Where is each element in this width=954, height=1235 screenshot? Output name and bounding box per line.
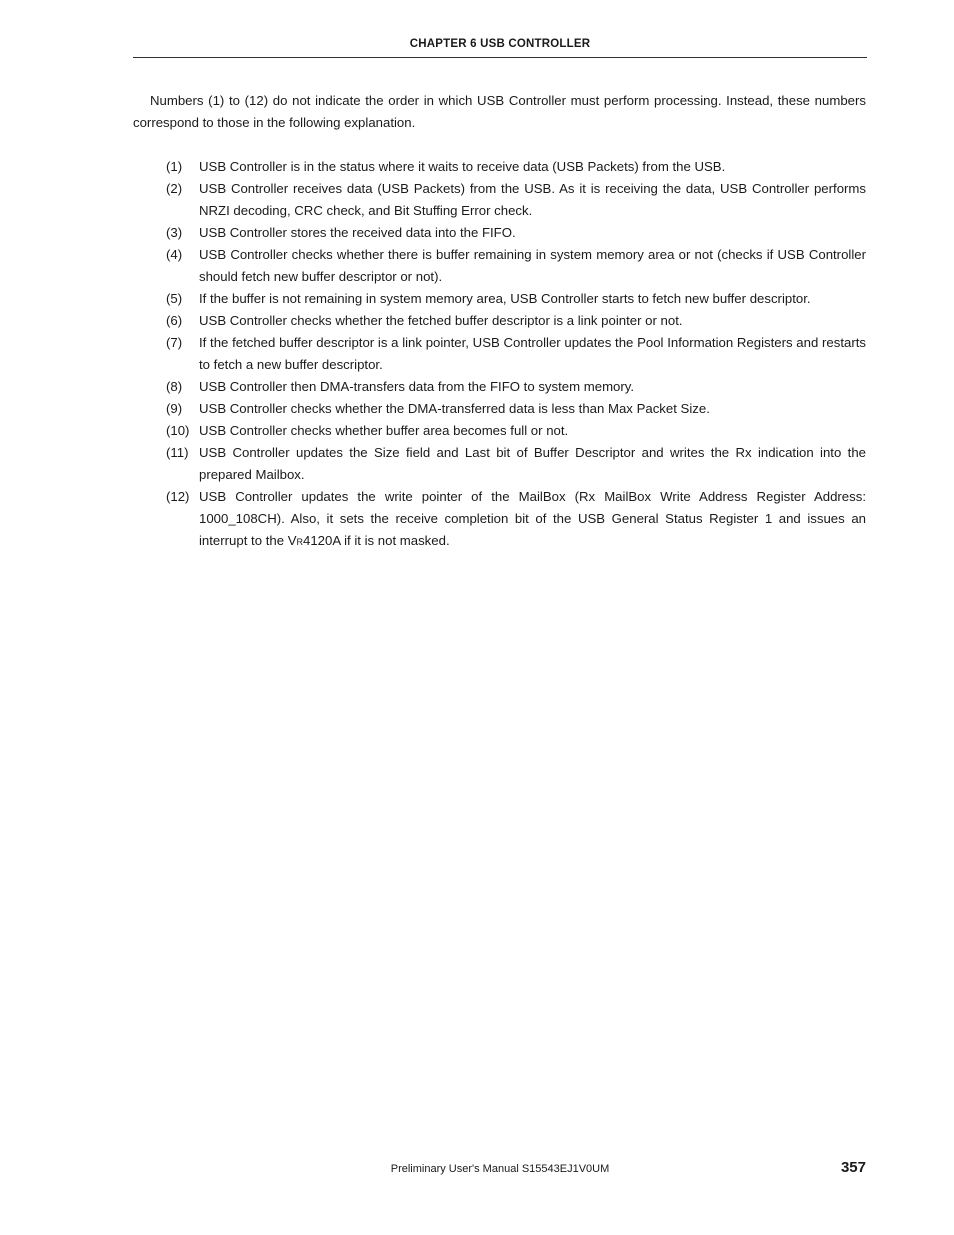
- step-text: USB Controller stores the received data into the FIFO.: [199, 225, 516, 240]
- step-text: USB Controller receives data (USB Packets) from the USB. As it is receiving the data, USB Controller performs NRZI decoding, CRC check, and Bit Stuffing Error check.: [199, 181, 866, 218]
- step-text: USB Controller updates the Size field and Last bit of Buffer Descriptor and writes the Rx indication into the prepared Mailbox.: [199, 445, 866, 482]
- step-number: (2): [166, 181, 183, 196]
- step-number: (7): [166, 335, 183, 350]
- list-item: [133, 288, 866, 310]
- step-number: (9): [166, 401, 183, 416]
- step-text-main: USB Controller updates the write pointer of the MailBox (Rx MailBox Write Address Register Address: 1000_108CH). Also, it sets the receive completion bit of the USB General Status Register 1 and issues an interrupt to the V: [199, 489, 866, 548]
- step-number: (3): [166, 225, 183, 240]
- list-item: [133, 398, 866, 420]
- step-text: USB Controller checks whether the fetched buffer descriptor is a link pointer or not.: [199, 313, 683, 328]
- step-number: (5): [166, 291, 183, 306]
- list-item: [133, 420, 866, 442]
- step-number: (6): [166, 313, 183, 328]
- step-number: (10): [166, 423, 190, 438]
- step-list: [133, 156, 866, 553]
- step-text: If the fetched buffer descriptor is a link pointer, USB Controller updates the Pool Information Registers and restarts to fetch a new buffer descriptor.: [199, 335, 866, 372]
- page-number: 357: [840, 1159, 866, 1176]
- step-number: (12): [166, 489, 190, 504]
- list-item: [133, 178, 866, 222]
- step-number: (4): [166, 247, 183, 262]
- step-number: (8): [166, 379, 183, 394]
- list-item: [133, 442, 866, 486]
- list-item: [133, 310, 866, 332]
- step-number: (11): [166, 445, 189, 460]
- page-header: CHAPTER 6 USB CONTROLLER: [409, 38, 591, 50]
- header-rule: [133, 57, 867, 58]
- subscript-letter: R: [296, 537, 303, 547]
- step-text: USB Controller checks whether the DMA-transferred data is less than Max Packet Size.: [199, 401, 710, 416]
- list-item: [133, 244, 866, 288]
- step-text: If the buffer is not remaining in system memory area, USB Controller starts to fetch new buffer descriptor.: [199, 291, 811, 306]
- step-number: (1): [166, 159, 183, 174]
- step-text: USB Controller then DMA-transfers data from the FIFO to system memory.: [199, 379, 635, 394]
- list-item: [133, 156, 866, 178]
- step-text: USB Controller is in the status where it waits to receive data (USB Packets) from the USB.: [199, 159, 726, 174]
- intro-paragraph: Numbers (1) to (12) do not indicate the order in which USB Controller must perform processing. Instead, these numbers correspond to those in the following explanation.: [133, 93, 866, 130]
- step-text-tail: 4120A if it is not masked.: [303, 533, 450, 548]
- list-item: [133, 332, 866, 376]
- list-item: [133, 376, 866, 398]
- step-text: [199, 486, 866, 553]
- list-item: [133, 222, 866, 244]
- list-item: [133, 486, 866, 553]
- footer-manual-id: Preliminary User's Manual S15543EJ1V0UM: [390, 1163, 610, 1175]
- step-text: USB Controller checks whether buffer area becomes full or not.: [199, 423, 569, 438]
- step-text: USB Controller checks whether there is buffer remaining in system memory area or not (checks if USB Controller should fetch new buffer descriptor or not).: [199, 247, 866, 284]
